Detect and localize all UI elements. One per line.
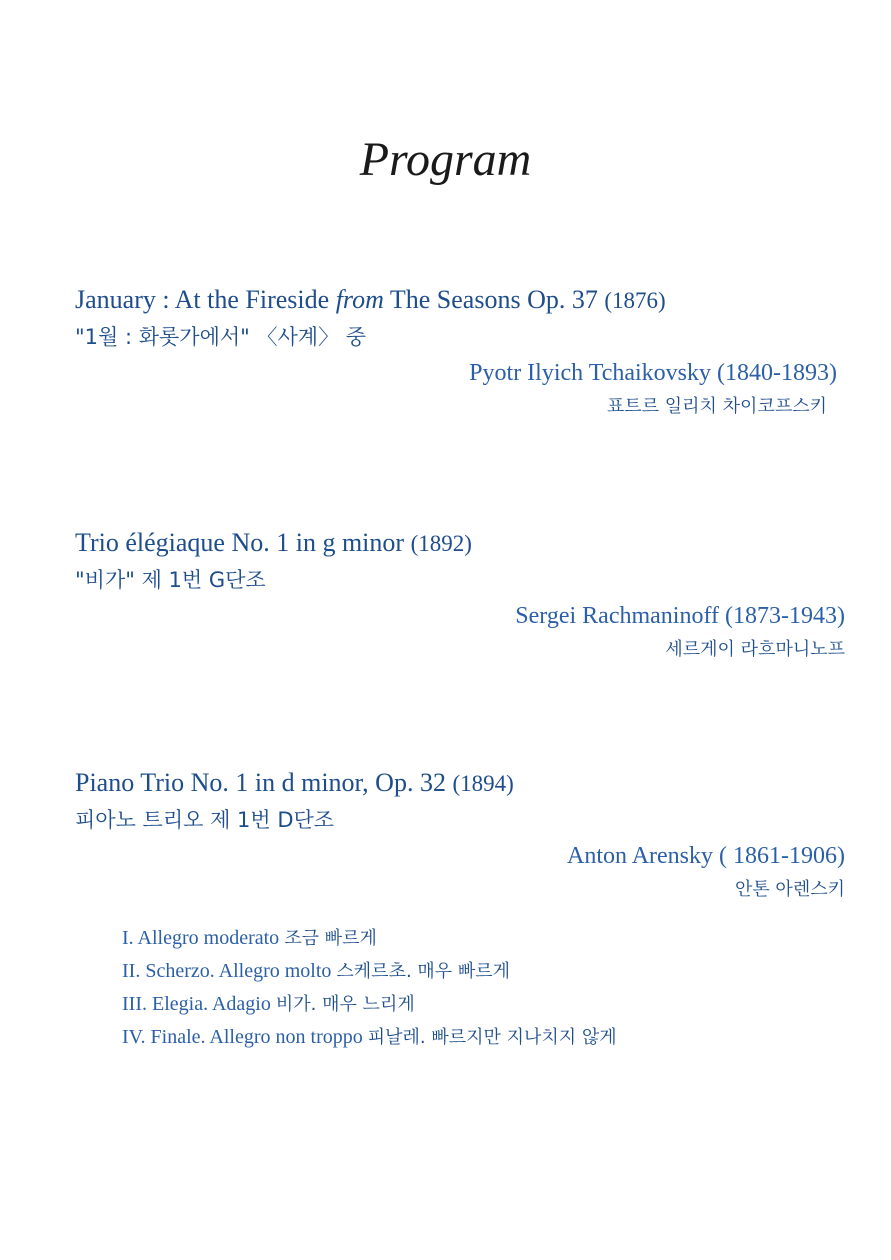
- movement-title: II. Scherzo. Allegro molto: [122, 960, 332, 982]
- movement-item: [122, 955, 822, 988]
- movement-list: [122, 922, 822, 1054]
- program-item-arensky: [75, 765, 845, 906]
- work-title-korean: "1월 : 화롯가에서" 〈사계〉 중: [75, 325, 367, 349]
- movement-title-korean: 스케르초. 매우 빠르게: [336, 961, 511, 982]
- movement-item: [122, 922, 822, 955]
- movement-title: III. Elegia. Adagio: [122, 993, 271, 1015]
- page-title: Program: [359, 133, 532, 186]
- work-title: [75, 765, 845, 802]
- movement-item: [122, 1021, 822, 1054]
- program-item-tchaikovsky: [75, 282, 845, 423]
- movement-title: I. Allegro moderato: [122, 927, 280, 949]
- composer-name-korean: 표트르 일리치 차이코프스키: [606, 396, 827, 417]
- work-title-main: Piano Trio No. 1 in d minor, Op. 32: [75, 768, 446, 797]
- work-title-main: Trio élégiaque No. 1 in g minor: [75, 528, 405, 557]
- work-title-rest: The Seasons Op. 37: [383, 285, 598, 314]
- program-item-rachmaninoff: [75, 525, 845, 666]
- work-title: [75, 282, 845, 319]
- composer-name: Pyotr Ilyich Tchaikovsky (1840-1893): [469, 360, 837, 386]
- composer-name-korean: 안톤 아렌스키: [734, 879, 845, 900]
- work-title-italic: from: [335, 285, 384, 314]
- work-title: [75, 525, 845, 562]
- composer-name: Anton Arensky ( 1861-1906): [567, 843, 845, 869]
- work-year: (1894): [452, 771, 514, 796]
- work-title-korean: 피아노 트리오 제 1번 D단조: [75, 808, 335, 832]
- work-year: (1876): [604, 288, 666, 313]
- composer-name: Sergei Rachmaninoff (1873-1943): [515, 603, 845, 629]
- work-title-main: January : At the Fireside: [75, 285, 336, 314]
- movement-title: IV. Finale. Allegro non troppo: [122, 1026, 363, 1048]
- composer-name-korean: 세르게이 라흐마니노프: [665, 639, 845, 660]
- movement-title-korean: 비가. 매우 느리게: [275, 994, 415, 1015]
- movement-title-korean: 조금 빠르게: [284, 928, 377, 949]
- work-title-korean: "비가" 제 1번 G단조: [75, 568, 266, 592]
- work-year: (1892): [410, 531, 472, 556]
- movement-title-korean: 피날레. 빠르지만 지나치지 않게: [367, 1027, 617, 1048]
- movement-item: [122, 988, 822, 1021]
